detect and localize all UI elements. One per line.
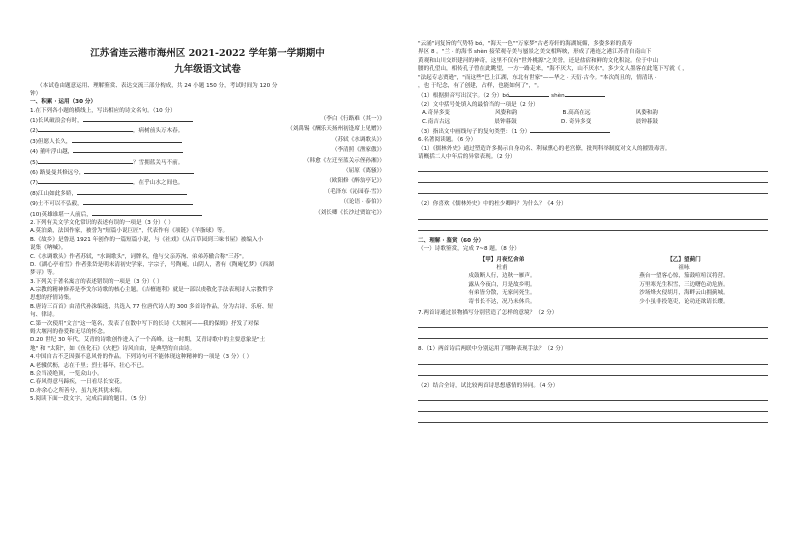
poem-a-lines bbox=[418, 272, 586, 306]
answer-blank[interactable] bbox=[72, 136, 182, 143]
fill-in-text bbox=[30, 146, 183, 156]
part2-sub: （一）诗歌鉴赏，完成 7~8 题。（8 分） bbox=[418, 246, 520, 253]
passage-line: ，也 于纪念，有了创建，占样，也能如何了"，"。 bbox=[418, 82, 543, 89]
poem-line: 沙场烽火侵胡月，海畔云山拥蓟城。 bbox=[639, 290, 729, 297]
q5-stem: 5.阅读下面一段文字，完成后面的题目。（5 分） bbox=[30, 396, 150, 403]
part2-heading: 二、理解 · 鉴赏（60 分） bbox=[418, 237, 485, 244]
poem-line: 少小虽非投笔吏，论功还欲请长缨。 bbox=[639, 298, 729, 305]
answer-blank[interactable] bbox=[83, 198, 193, 205]
part1-heading: 一、积累 · 运用（30 分） bbox=[30, 99, 97, 106]
poem-b-title: 【乙】望蓟门 bbox=[667, 256, 701, 263]
fill-in-source: （屈原《离骚》） bbox=[343, 168, 385, 175]
option-line: C.春风得意马蹄疾，一日看尽长安花。 bbox=[30, 379, 126, 386]
answer-line[interactable] bbox=[418, 328, 768, 339]
fill-in-source: （《论语 · 泰伯》） bbox=[340, 199, 385, 206]
exam-title-line1: 江苏省连云港市海州区 2021-2022 学年第一学期期中 bbox=[90, 48, 325, 59]
fill-in-source: （李清照《渔家傲》） bbox=[331, 147, 385, 154]
q7-stem: 7.两首诗通过景物描写分别营造了怎样的意境？（2 分） bbox=[418, 309, 558, 316]
fill-in-source: （欧阳修《醉翁亭记》） bbox=[326, 178, 385, 185]
fill-in-text bbox=[30, 115, 193, 125]
q8-sub2: （2）结合全诗，试比较两首诗思想感情的异同。（4 分） bbox=[418, 382, 559, 389]
option-cell[interactable]: A.奇异多变 bbox=[422, 110, 450, 117]
fill-in-item bbox=[30, 136, 385, 146]
fill-in-item bbox=[30, 115, 385, 125]
fill-in-prefix: (8)江山如此多娇， bbox=[30, 190, 78, 197]
fill-in-prefix: (2) bbox=[30, 128, 38, 135]
fill-in-prefix: (3)但愿人长久， bbox=[30, 138, 72, 145]
passage-line: 腰的孔望山，相传孔子曾在此眺望，一方一路走来，"海不厌大，山不厌水"，多少文人墨客在此笔下写就《 ， bbox=[418, 66, 688, 73]
option-line: C.第一次使用"文言"这一笔名，发表了在散中写下的长诗《大堰河——我的保姆》抒发了对保 bbox=[30, 320, 259, 327]
fill-in-prefix: (9)士不可以不弘毅， bbox=[30, 201, 83, 208]
answer-line[interactable] bbox=[418, 172, 768, 183]
fill-in-source: （毛泽东《沁园春·雪》） bbox=[324, 188, 385, 195]
poems bbox=[418, 256, 768, 306]
option-row bbox=[418, 109, 768, 117]
option-line: D.20 世纪 30 年代，艾青的诗歌创作进入了一个高峰。这一时期，艾青诗歌中的主要意象是"土 bbox=[30, 337, 266, 344]
reading-passage bbox=[418, 40, 768, 90]
option-line: D.《湖心亭看雪》作者张岱是明末清初史学家，字宗子，号陶庵，山阴人，著有《陶庵忆梦》《西湖 bbox=[30, 261, 274, 268]
fill-in-text bbox=[30, 167, 194, 177]
answer-line[interactable] bbox=[418, 365, 768, 376]
option-line: A.老骥伏枥，志在千里；烈士暮年，壮心不已。 bbox=[30, 362, 148, 369]
q2-stem: 2.下列有关文学文化常识的表述有误的一项是（3 分）（ ） bbox=[30, 219, 174, 226]
answer-line[interactable] bbox=[418, 412, 768, 423]
fill-in-suffix: ，病树前头万木春。 bbox=[132, 128, 184, 135]
option-line: B.《故乡》是鲁迅 1921 年创作的一篇短篇小说，与《社戏》《从百草园到三味书屋》被编入小 bbox=[30, 236, 264, 243]
option-cell[interactable]: 风姿和韵 bbox=[635, 110, 658, 117]
option-cell[interactable]: 晨钟暮鼓 bbox=[494, 118, 517, 125]
fill-in-text bbox=[30, 157, 183, 167]
option-line: 句、律诗。 bbox=[30, 312, 58, 319]
fill-in-prefix: (7) bbox=[30, 180, 38, 187]
passage-line: 黄观和山川交织建河的神奇，这里不仅有"世外桃源"之美誉，还是盐宿和鲜的文化积淀。位于中山 bbox=[418, 57, 659, 64]
q5-options bbox=[418, 109, 768, 126]
answer-blank[interactable] bbox=[92, 209, 202, 216]
option-cell[interactable]: B.高高在远 bbox=[562, 110, 591, 117]
option-row bbox=[418, 118, 768, 126]
fill-in-source: （刘禹锡《酬乐天扬州初逢席上见赠》） bbox=[287, 126, 385, 133]
option-line: C.《水调歌头》作者苏轼，"水调歌头"，词牌名，他与父亲苏洵、弟弟苏辙合称"三苏"。 bbox=[30, 253, 248, 260]
option-line: A.宗教的精神修养是李戈尔诗歌的核心主题。《吉檀迦利》就是一部以虔敬化手法表现诗人宗教哲学 bbox=[30, 287, 274, 294]
fill-in-item bbox=[30, 188, 385, 198]
fill-in-text bbox=[30, 177, 183, 187]
option-line: 姆大堰河的眷爱和无尽的怀念。 bbox=[30, 329, 109, 336]
answer-line[interactable] bbox=[418, 390, 768, 401]
answer-line[interactable] bbox=[418, 220, 768, 231]
answer-line[interactable] bbox=[418, 354, 768, 365]
answer-blank[interactable] bbox=[73, 146, 183, 153]
option-line: A.莫泊桑，法国作家，被誉为"短篇小说巨匠"，代表作有《项链》《羊脂球》等。 bbox=[30, 228, 229, 235]
q2-options bbox=[30, 227, 385, 277]
option-line: B.唐诗三百首》由清代孙洙编选，共选入 77 位唐代诗人的 300 多首诗作品，分为古诗、乐府、短 bbox=[30, 303, 274, 310]
q4-stem: 4.中国自古不乏因强不息风骨的作品。下列诗句可不能体现这种精神的一项是（3 分）（ ） bbox=[30, 354, 253, 361]
poem-a-title: 【甲】月夜忆舍弟 bbox=[479, 256, 525, 263]
poem-b-author: 祖咏 bbox=[678, 265, 690, 272]
q5-sub2: （2）文中括号处填入的最恰当的一项是（2 分） bbox=[418, 101, 539, 108]
q6-sub2: （2）你喜欢《儒林外史》中的杜少卿吗？为什么？《4 分） bbox=[418, 201, 567, 208]
fill-in-prefix: (1)长风破浪会有时， bbox=[30, 118, 83, 125]
answer-blank[interactable] bbox=[509, 90, 549, 97]
q5-sub1-text: （1）根据拼音写出汉字。（2 分）bó shèn bbox=[418, 90, 605, 100]
fill-in-item bbox=[30, 209, 385, 219]
fill-in-source: （韩愈《左迁至蓝关示侄孙湘》） bbox=[303, 157, 385, 164]
right-column bbox=[418, 40, 768, 423]
fill-in-text bbox=[30, 125, 183, 135]
poem-b-lines bbox=[600, 272, 768, 306]
poem-line: 戍鼓断人行，边秋一雁声。 bbox=[468, 273, 536, 280]
answer-blank[interactable] bbox=[38, 125, 133, 132]
fill-in-text bbox=[30, 188, 187, 198]
poem-line: 万里寒光生积雪，三边曙色动危旌。 bbox=[639, 281, 729, 288]
poem-line: 有弟皆分散，无家问死生。 bbox=[468, 290, 536, 297]
fill-in-item bbox=[30, 125, 385, 135]
fill-in-prefix: (10)英雄谁堪一人前后， bbox=[30, 211, 92, 218]
exam-note: （本试卷由题意运用、理解鉴赏、表达交流三部分构成，共 24 小题 150 分，考试时间为 120 分 bbox=[37, 82, 278, 89]
fill-in-suffix: ，在乎山水之间也。 bbox=[132, 180, 184, 187]
q5-sub3: （3）指出文中画线句子的复句类型：（1 分） bbox=[418, 126, 768, 136]
option-cell[interactable]: C.南吉古远 bbox=[422, 118, 451, 125]
poem-line: 露从今夜白，月是故乡明。 bbox=[468, 281, 536, 288]
poem-a bbox=[418, 256, 586, 306]
poem-line: 寄书长不达，况乃未休兵。 bbox=[468, 298, 536, 305]
poem-a-author: 杜甫 bbox=[496, 265, 508, 272]
q3-options bbox=[30, 286, 385, 353]
passage-line: 界区 8 。"兰 · 的海书 shèn 接荣观寺美与蜃景之美交相辉映，形成了港连之港江苏青自南山下 bbox=[418, 49, 652, 56]
poem-line: 燕台一望客心惊，笳鼓喧喧汉将营。 bbox=[639, 273, 729, 280]
q6-sub1-cont: 请概括二人中年后的异常表现。（2 分） bbox=[418, 154, 516, 161]
left-column bbox=[30, 34, 385, 404]
exam-title-line2: 九年级语文试卷 bbox=[174, 64, 241, 76]
answer-blank[interactable] bbox=[77, 188, 187, 195]
q8-sub1: 8.（1）两首诗后两联中分别运用了哪种表现手法？（2 分） bbox=[418, 346, 567, 353]
answer-line[interactable] bbox=[418, 183, 768, 194]
exam-note-cont: 钟） bbox=[30, 90, 42, 97]
fill-in-prefix: (5) bbox=[30, 159, 38, 166]
passage-line: "法起专志贾逊"，"而这些"巴上江湖，东北有世家"——华之 · 天衍·古今。"本次尚且的，情清讯 · bbox=[418, 74, 657, 81]
fill-in-item bbox=[30, 146, 385, 156]
fill-in-source: （刘长卿《长沙过贾谊宅》） bbox=[315, 209, 385, 216]
passage-line: "云涌"词复旨的气势特 bó，"海天一色""万家梦"古老寿轩的海湖妩媚，多姿多彩的黄寿 bbox=[418, 41, 633, 47]
fill-in-item bbox=[30, 167, 385, 177]
fill-in-prefix: (6) 路曼曼其修远兮， bbox=[30, 170, 85, 177]
fill-in-text bbox=[30, 136, 182, 146]
fill-in-item bbox=[30, 177, 385, 187]
q6-sub1: （1）《儒林外史》通过塑造许多揭示自身功名、利禄熏心的老宫僚，批判科举制度对文人的摧毁毒害。 bbox=[418, 145, 671, 152]
option-line: B.会当凌绝顶，一览众山小。 bbox=[30, 371, 103, 377]
option-line: 思想的抒情诗集。 bbox=[30, 295, 75, 302]
answer-blank[interactable] bbox=[38, 157, 133, 164]
q3-stem: 3.下列关于著名寓言的表述错误的一项是（3 分）（ ） bbox=[30, 278, 163, 285]
fill-in-suffix: ？雪拥蓝关马不前。 bbox=[132, 159, 184, 166]
q4-options bbox=[30, 362, 385, 396]
q1-items bbox=[30, 115, 385, 219]
answer-blank[interactable] bbox=[530, 126, 610, 133]
option-cell[interactable]: 风姿和韵 bbox=[495, 110, 518, 117]
q6-stem: 6.名著阅读题。（6 分） bbox=[418, 137, 477, 144]
fill-in-source: （李白《行路难（其一）》 bbox=[320, 116, 385, 123]
fill-in-text bbox=[30, 198, 193, 208]
option-cell[interactable]: D. 奇异多变 bbox=[561, 118, 592, 125]
option-line: 地" 和 "太阳"，如《鱼化石》《火把》诗风自由，是典型的自由诗。 bbox=[30, 345, 196, 352]
fill-in-prefix: (4) 董叶浮山越， bbox=[30, 149, 74, 156]
answer-line[interactable] bbox=[418, 317, 768, 328]
answer-line[interactable] bbox=[418, 209, 768, 220]
q1-stem: 1.在下列各小题的横线上，写出相应的诗文名句。（10 分） bbox=[30, 107, 176, 114]
answer-blank[interactable] bbox=[38, 177, 133, 184]
answer-blank[interactable] bbox=[83, 115, 193, 122]
option-line: 说集《呐喊》。 bbox=[30, 245, 67, 252]
answer-line[interactable] bbox=[418, 161, 768, 172]
q5-sub1 bbox=[418, 90, 768, 100]
fill-in-text bbox=[30, 209, 202, 219]
answer-line[interactable] bbox=[418, 401, 768, 412]
option-line: 梦寻》等。 bbox=[30, 270, 58, 277]
option-line: D.亦余心之所善兮，虽九死其犹未悔。 bbox=[30, 387, 126, 394]
answer-blank[interactable] bbox=[565, 90, 605, 97]
poem-b bbox=[600, 256, 768, 306]
option-cell[interactable]: 晨钟暮鼓 bbox=[635, 118, 658, 125]
answer-blank[interactable] bbox=[84, 167, 194, 174]
fill-in-item bbox=[30, 198, 385, 208]
fill-in-item bbox=[30, 157, 385, 167]
fill-in-source: （苏轼《水调歌头》） bbox=[331, 136, 385, 143]
